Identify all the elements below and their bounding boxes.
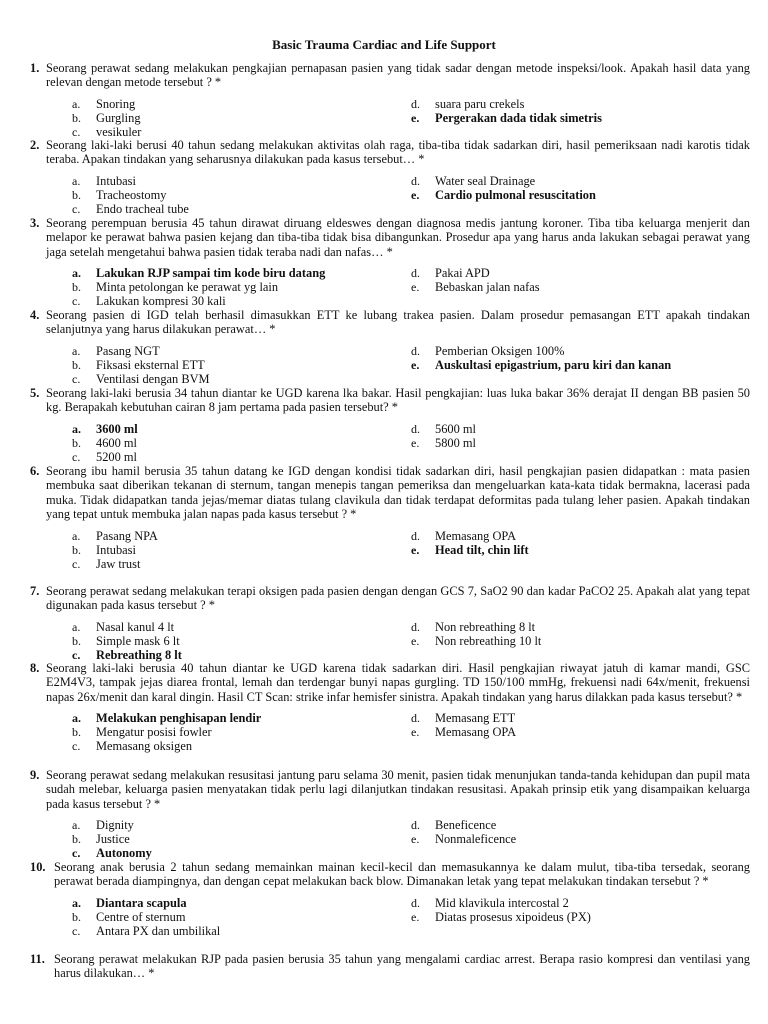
question-number: 8.	[30, 661, 40, 675]
answer-options	[72, 711, 750, 754]
question-8	[30, 661, 750, 754]
option-d: d. suara paru crekels	[411, 96, 525, 111]
answer-options	[72, 174, 750, 217]
option-d: d. Non rebreathing 8 lt	[411, 619, 536, 634]
question-text: Seorang perempuan berusia 45 tahun dirawat diruang eldeswes dengan diagnosa medis jantung koroner. Tiba tiba keluarga menjerit dan melapor ke perawat bahwa pasien kejang dan tiba-tiba tidak bisa dibangunkan. Prosedur apa yang harus anda lakukan sebagai perawat yang jaga setelah mengetahui bahwa pasien tidak teraba nadi dan nafas… *	[46, 216, 750, 259]
option-b: b. Fiksasi eksternal ETT	[72, 357, 205, 372]
option-c: c. Memasang oksigen	[72, 739, 193, 754]
option-e: e. Head tilt, chin lift	[411, 542, 529, 557]
option-e: e. Cardio pulmonal resuscitation	[411, 187, 596, 202]
option-a: a. Diantara scapula	[72, 895, 187, 910]
option-a: a. Pasang NGT	[72, 343, 160, 358]
option-a: a. Intubasi	[72, 173, 136, 188]
option-c: c. Ventilasi dengan BVM	[72, 371, 210, 386]
option-a: a. Lakukan RJP sampai tim kode biru datang	[72, 266, 326, 281]
question-number: 1.	[30, 61, 40, 75]
question-2	[30, 138, 750, 217]
question-1	[30, 61, 750, 140]
question-11	[30, 952, 750, 981]
question-number: 7.	[30, 584, 40, 598]
option-b: b. 4600 ml	[72, 435, 137, 450]
question-number: 5.	[30, 386, 40, 400]
question-number: 3.	[30, 216, 40, 230]
question-6	[30, 464, 750, 572]
option-b: b. Minta petolongan ke perawat yg lain	[72, 280, 279, 295]
option-b: b. Gurgling	[72, 110, 141, 125]
answer-options	[72, 344, 750, 387]
option-d: d. Pemberian Oksigen 100%	[411, 343, 565, 358]
option-c: c. Rebreathing 8 lt	[72, 647, 182, 662]
question-text: Seorang perawat sedang melakukan terapi oksigen pada pasien dengan dengan GCS 7, SaO2 90 dan kadar PaCO2 25. Apakah alat yang tepat digunakan pada kasus tersebut ? *	[46, 584, 750, 613]
option-e: e. Auskultasi epigastrium, paru kiri dan kanan	[411, 357, 672, 372]
question-10	[30, 860, 750, 939]
option-d: d. Memasang ETT	[411, 711, 516, 726]
question-text: Seorang laki-laki berusi 40 tahun sedang melakukan aktivitas olah raga, tiba-tiba tidak sadarkan diri, hasil pemeriksaan nadi karotis tidak teraba. Apakan tindakan yang seharusnya dilakukan pada kasus tersebut… *	[46, 138, 750, 167]
question-text: Seorang perawat melakukan RJP pada pasien berusia 35 tahun yang mengalami cardiac arrest. Berapa rasio kompresi dan ventilasi yang harus dilakukan… *	[54, 952, 750, 981]
question-text: Seorang laki-laki berusia 40 tahun diantar ke UGD karena tidak sadarkan diri. Hasil pengkajian riwayat jatuh di kamar mandi, GSC E2M4V3, tampak jejas diarea frontal, lemah dan terdengar bunyi napas gurgling. TD 150/100 mmHg, frekuensi nadi 64x/menit, frekuensi napas 26x/menit dan karal dingin. Hasil CT Scan: strike infar hemisfer sinistra. Apakah tindakan yang harus dilakkan pada kasus tersebut? *	[46, 661, 750, 704]
question-7	[30, 584, 750, 663]
option-b: b. Mengatur posisi fowler	[72, 725, 212, 740]
option-d: d. 5600 ml	[411, 421, 476, 436]
option-c: c. Endo tracheal tube	[72, 201, 189, 216]
option-b: b. Justice	[72, 832, 130, 847]
question-text: Seorang laki-laki berusia 34 tahun diantar ke UGD karena lka bakar. Hasil pengkajian: luas luka bakar 36% derajat II dengan BB pasien 50 kg. Berapakah kebutuhan cairan 8 jam pertama pada pasien tersebut? *	[46, 386, 750, 415]
question-text: Seorang ibu hamil berusia 35 tahun datang ke IGD dengan kondisi tidak sadarkan diri, hasil pengkajian pasien didapatkan : mata pasien membuka saat diberikan tekanan di sternum, tangan menepis tangan pemeriksa dan mengeluarkan kata-kata tidak bermakna, lacerasi pada muka. Tidak didapatkan tanda jejas/memar diatas tulang clavikula dan tidak terdapat deformitas pada tulang leher pasien. Apakah tindakan yang tepat untuk membuka jalan napas pada kasus tersebut ? *	[46, 464, 750, 522]
option-d: d. Mid klavikula intercostal 2	[411, 895, 569, 910]
option-c: c. Antara PX dan umbilikal	[72, 923, 221, 938]
answer-options	[72, 620, 750, 663]
answer-options	[72, 422, 750, 465]
option-b: b. Simple mask 6 lt	[72, 633, 180, 648]
question-number: 11.	[30, 952, 45, 966]
option-d: d. Water seal Drainage	[411, 173, 536, 188]
option-e: e. Non rebreathing 10 lt	[411, 633, 542, 648]
option-a: a. Pasang NPA	[72, 528, 158, 543]
question-number: 6.	[30, 464, 40, 478]
option-c: c. Lakukan kompresi 30 kali	[72, 294, 226, 309]
answer-options	[72, 266, 750, 309]
option-c: c. 5200 ml	[72, 449, 137, 464]
option-e: e. 5800 ml	[411, 435, 476, 450]
answer-options	[72, 529, 750, 572]
option-d: d. Beneficence	[411, 818, 497, 833]
option-d: d. Pakai APD	[411, 266, 490, 281]
answer-options	[72, 896, 750, 939]
question-text: Seorang pasien di IGD telah berhasil dimasukkan ETT ke lubang trakea pasien. Dalam prosedur pemasangan ETT apakah tindakan selanjutnya yang harus dilakukan perawat… *	[46, 308, 750, 337]
option-a: a. Snoring	[72, 96, 136, 111]
question-text: Seorang anak berusia 2 tahun sedang memainkan mainan kecil-kecil dan memasukannya ke dalam mulut, tiba-tiba tersedak, seorang perawat berada diampingnya, dan dengan cepat melakukan back blow. Dimanakan letak yang tepat melakukan tindakan tersebut ? *	[54, 860, 750, 889]
answer-options	[72, 818, 750, 861]
option-e: e. Bebaskan jalan nafas	[411, 280, 540, 295]
option-e: e. Nonmaleficence	[411, 832, 517, 847]
option-a: a. Melakukan penghisapan lendir	[72, 711, 262, 726]
option-e: e. Diatas prosesus xipoideus (PX)	[411, 909, 591, 924]
question-number: 10.	[30, 860, 46, 874]
option-c: c. Autonomy	[72, 846, 152, 861]
question-number: 2.	[30, 138, 40, 152]
question-text: Seorang perawat sedang melakukan resusitasi jantung paru selama 30 menit, pasien tidak menunjukan tanda-tanda kehidupan dan pupil mata sudah melebar, keluarga pasien menyatakan tidak perlu lagi dilanjutkan tindakan resusitasi. Apakah prinsip etik yang disampaikan keluarga pada kasus tersebut ? *	[46, 768, 750, 811]
option-c: c. vesikuler	[72, 124, 142, 139]
option-e: e. Pergerakan dada tidak simetris	[411, 110, 602, 125]
option-a: a. Nasal kanul 4 lt	[72, 619, 175, 634]
question-text: Seorang perawat sedang melakukan pengkajian pernapasan pasien yang tidak sadar dengan metode inspeksi/look. Apakah hasil data yang relevan dengan metode tersebut ? *	[46, 61, 750, 90]
question-5	[30, 386, 750, 465]
option-d: d. Memasang OPA	[411, 528, 517, 543]
question-number: 9.	[30, 768, 40, 782]
option-b: b. Intubasi	[72, 542, 136, 557]
question-number: 4.	[30, 308, 40, 322]
question-9	[30, 768, 750, 861]
option-b: b. Centre of sternum	[72, 909, 186, 924]
option-e: e. Memasang OPA	[411, 725, 517, 740]
option-b: b. Tracheostomy	[72, 187, 167, 202]
document-title: Basic Trauma Cardiac and Life Support	[272, 37, 496, 52]
option-a: a. 3600 ml	[72, 421, 138, 436]
question-3	[30, 216, 750, 309]
option-c: c. Jaw trust	[72, 556, 141, 571]
question-4	[30, 308, 750, 387]
option-a: a. Dignity	[72, 818, 134, 833]
answer-options	[72, 97, 750, 140]
